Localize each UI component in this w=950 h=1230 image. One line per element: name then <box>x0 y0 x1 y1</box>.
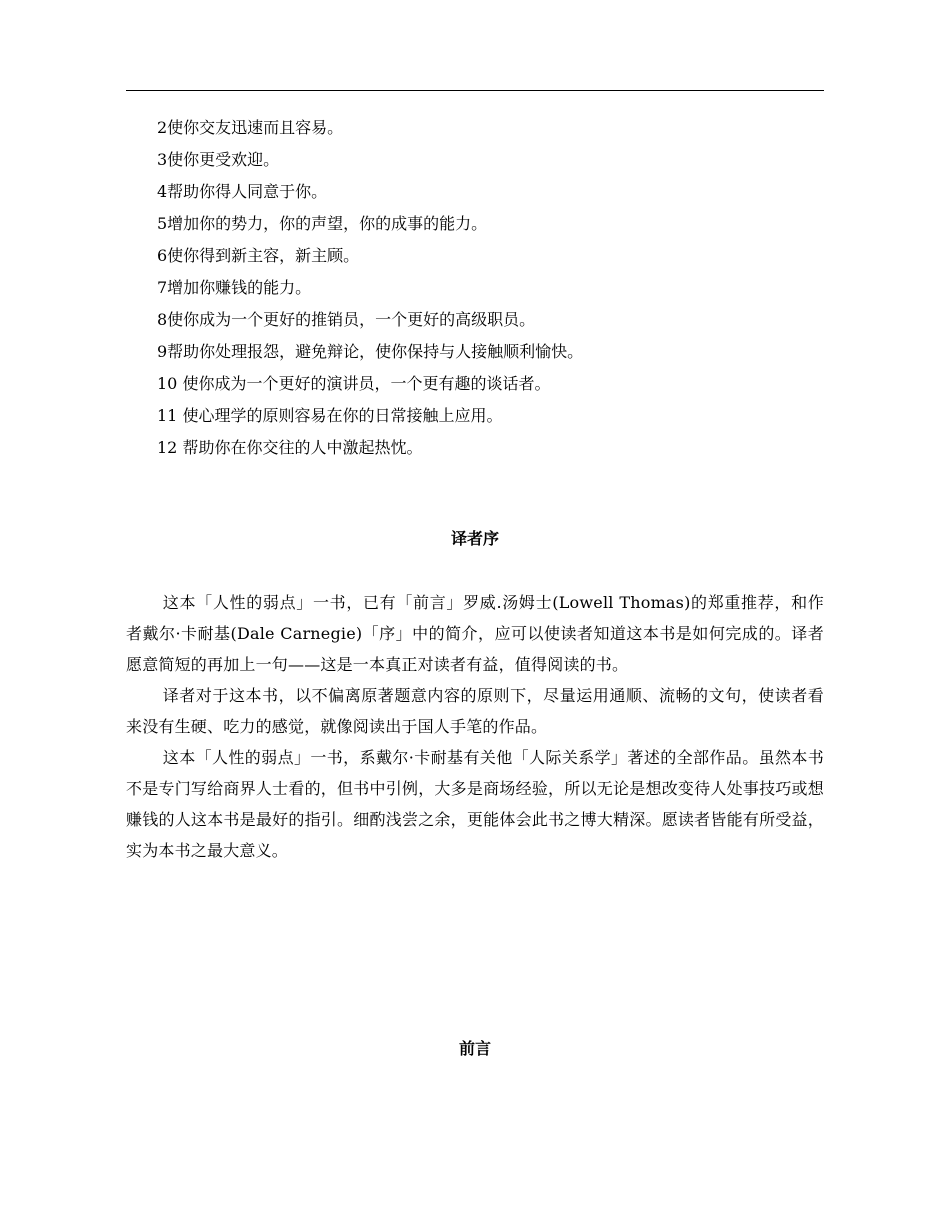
benefit-item: 5增加你的势力，你的声望，你的成事的能力。 <box>157 214 488 233</box>
preface-paragraph: 这本「人性的弱点」一书，已有「前言」罗威.汤姆士(Lowell Thomas)的郑重推荐，和作者戴尔·卡耐基(Dale Carnegie)「序」中的简介，应可以使读者知道这本书是如何完成的。译者愿意简短的再加上一句——这是一本真正对读者有益，值得阅读的书。 <box>126 593 824 674</box>
section-title-foreword: 前言 <box>458 1039 491 1058</box>
benefit-item: 9帮助你处理报怨，避免辩论，使你保持与人接触顺利愉快。 <box>157 342 584 361</box>
benefit-list <box>157 112 817 464</box>
benefit-item: 12 帮助你在你交往的人中激起热忱。 <box>157 438 423 457</box>
benefit-item: 2使你交友迅速而且容易。 <box>157 118 344 137</box>
benefit-item: 4帮助你得人同意于你。 <box>157 182 328 201</box>
benefit-item: 11 使心理学的原则容易在你的日常接触上应用。 <box>157 406 503 425</box>
benefit-item: 7增加你赚钱的能力。 <box>157 278 312 297</box>
preface-paragraph: 译者对于这本书，以不偏离原著题意内容的原则下，尽量运用通顺、流畅的文句，使读者看来没有生硬、吃力的感觉，就像阅读出于国人手笔的作品。 <box>126 686 824 736</box>
section-title-preface: 译者序 <box>450 529 499 548</box>
benefit-item: 6使你得到新主容，新主顾。 <box>157 246 360 265</box>
benefit-item: 10 使你成为一个更好的演讲员，一个更有趣的谈话者。 <box>157 374 551 393</box>
header-rule <box>126 90 824 91</box>
preface-paragraph: 这本「人性的弱点」一书，系戴尔·卡耐基有关他「人际关系学」著述的全部作品。虽然本书不是专门写给商界人士看的，但书中引例，大多是商场经验，所以无论是想改变待人处事技巧或想赚钱的人这本书是最好的指引。细酌浅尝之余，更能体会此书之博大精深。愿读者皆能有所受益，实为本书之最大意义。 <box>126 748 824 860</box>
benefit-item: 3使你更受欢迎。 <box>157 150 280 169</box>
benefit-item: 8使你成为一个更好的推销员，一个更好的高级职员。 <box>157 310 536 329</box>
preface-body <box>126 587 824 866</box>
